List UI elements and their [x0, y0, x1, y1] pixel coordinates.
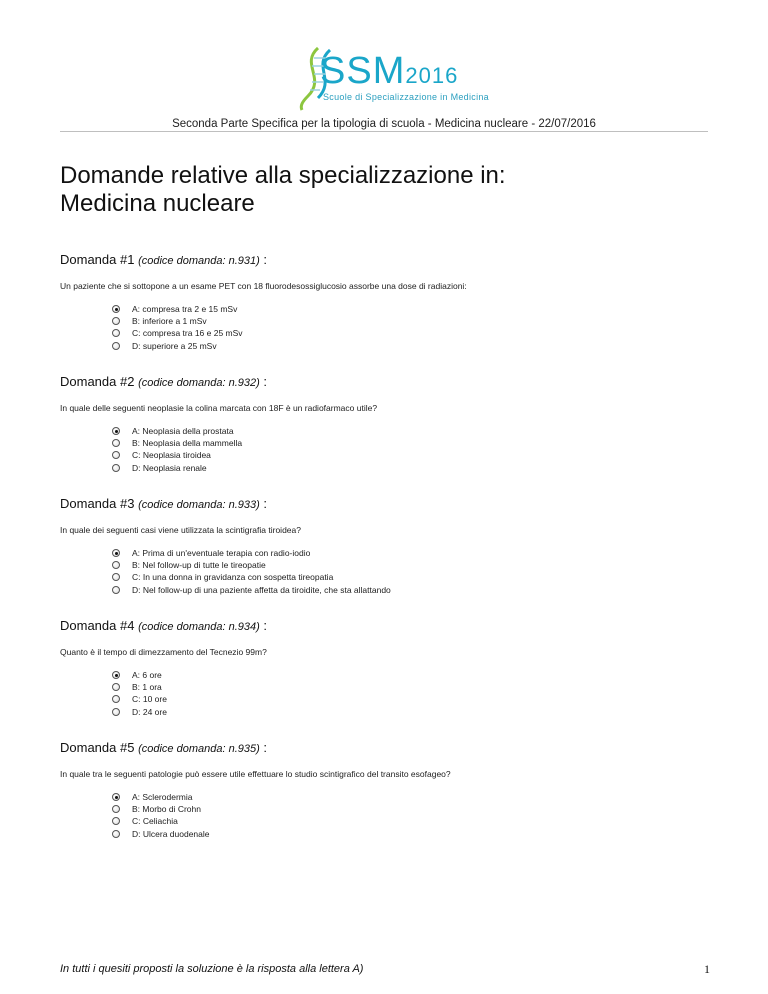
- radio-checked-icon[interactable]: [112, 793, 120, 801]
- option-b[interactable]: [112, 681, 710, 693]
- option-label: C: 10 ore: [132, 694, 167, 705]
- option-d[interactable]: [112, 584, 710, 596]
- answer-options: [112, 303, 710, 352]
- radio-icon[interactable]: [112, 451, 120, 459]
- radio-icon[interactable]: [112, 342, 120, 350]
- option-label: C: In una donna in gravidanza con sospetta tireopatia: [132, 572, 334, 583]
- option-a[interactable]: [112, 547, 710, 559]
- logo-year: 2016: [405, 63, 459, 88]
- question-heading: [60, 496, 710, 511]
- question-1: [60, 252, 710, 352]
- question-heading: [60, 740, 710, 755]
- radio-icon[interactable]: [112, 586, 120, 594]
- footer-note: In tutti i quesiti proposti la soluzione è la risposta alla lettera A): [60, 963, 364, 975]
- option-label: B: Morbo di Crohn: [132, 804, 201, 815]
- option-c[interactable]: [112, 449, 710, 461]
- option-label: D: 24 ore: [132, 706, 167, 717]
- option-a[interactable]: [112, 425, 710, 437]
- question-colon: :: [263, 496, 268, 511]
- question-colon: :: [263, 618, 268, 633]
- radio-icon[interactable]: [112, 683, 120, 691]
- question-heading: [60, 618, 710, 633]
- option-label: C: Celiachia: [132, 816, 178, 827]
- option-label: D: superiore a 25 mSv: [132, 340, 217, 351]
- question-4: [60, 618, 710, 718]
- question-code: (codice domanda: n.931): [138, 255, 260, 267]
- option-label: B: inferiore a 1 mSv: [132, 316, 207, 327]
- option-label: D: Ulcera duodenale: [132, 828, 210, 839]
- question-2: [60, 374, 710, 474]
- question-label: Domanda #1: [60, 252, 135, 267]
- option-d[interactable]: [112, 340, 710, 352]
- question-label: Domanda #2: [60, 374, 135, 389]
- question-text: In quale delle seguenti neoplasie la colina marcata con 18F è un radiofarmaco utile?: [60, 403, 378, 413]
- option-label: A: Sclerodermia: [132, 792, 193, 803]
- radio-checked-icon[interactable]: [112, 305, 120, 313]
- question-code: (codice domanda: n.932): [138, 377, 260, 389]
- option-a[interactable]: [112, 791, 710, 803]
- option-a[interactable]: [112, 669, 710, 681]
- option-b[interactable]: [112, 803, 710, 815]
- answer-options: [112, 669, 710, 718]
- option-b[interactable]: [112, 437, 710, 449]
- radio-icon[interactable]: [112, 329, 120, 337]
- option-d[interactable]: [112, 462, 710, 474]
- logo-subtitle: Scuole di Specializzazione in Medicina: [323, 92, 489, 102]
- radio-icon[interactable]: [112, 817, 120, 825]
- answer-options: [112, 425, 710, 474]
- question-code: (codice domanda: n.934): [138, 621, 260, 633]
- radio-icon[interactable]: [112, 464, 120, 472]
- option-label: C: compresa tra 16 e 25 mSv: [132, 328, 243, 339]
- option-label: B: 1 ora: [132, 682, 162, 693]
- radio-checked-icon[interactable]: [112, 671, 120, 679]
- option-d[interactable]: [112, 706, 710, 718]
- question-colon: :: [263, 740, 268, 755]
- question-colon: :: [263, 252, 268, 267]
- option-c[interactable]: [112, 571, 710, 583]
- option-label: D: Nel follow-up di una paziente affetta da tiroidite, che sta allattando: [132, 584, 391, 595]
- radio-icon[interactable]: [112, 830, 120, 838]
- option-label: D: Neoplasia renale: [132, 462, 207, 473]
- question-code: (codice domanda: n.933): [138, 499, 260, 511]
- option-label: C: Neoplasia tiroidea: [132, 450, 211, 461]
- option-label: A: compresa tra 2 e 15 mSv: [132, 304, 238, 315]
- question-colon: :: [263, 374, 268, 389]
- page-number: 1: [704, 962, 710, 976]
- header-divider: [60, 131, 708, 132]
- question-label: Domanda #5: [60, 740, 135, 755]
- radio-icon[interactable]: [112, 708, 120, 716]
- document-header: Seconda Parte Specifica per la tipologia di scuola - Medicina nucleare - 22/07/2016: [172, 118, 596, 130]
- radio-icon[interactable]: [112, 439, 120, 447]
- page-title-line2: Medicina nucleare: [60, 190, 255, 217]
- option-c[interactable]: [112, 327, 710, 339]
- option-a[interactable]: [112, 303, 710, 315]
- option-label: A: Prima di un'eventuale terapia con radio-iodio: [132, 548, 311, 559]
- option-label: B: Neoplasia della mammella: [132, 438, 243, 449]
- logo-brand-name: SSM: [320, 50, 406, 92]
- question-label: Domanda #4: [60, 618, 135, 633]
- question-code: (codice domanda: n.935): [138, 743, 260, 755]
- option-c[interactable]: [112, 815, 710, 827]
- question-text: In quale tra le seguenti patologie può essere utile effettuare lo studio scintigrafico del transito esofageo?: [60, 769, 451, 779]
- option-d[interactable]: [112, 828, 710, 840]
- question-text: Un paziente che si sottopone a un esame PET con 18 fluorodesossiglucosio assorbe una dose di radiazioni:: [60, 281, 467, 291]
- question-3: [60, 496, 710, 596]
- question-heading: [60, 374, 710, 389]
- radio-icon[interactable]: [112, 561, 120, 569]
- question-heading: [60, 252, 710, 267]
- radio-checked-icon[interactable]: [112, 549, 120, 557]
- option-c[interactable]: [112, 693, 710, 705]
- option-b[interactable]: [112, 559, 710, 571]
- radio-icon[interactable]: [112, 805, 120, 813]
- question-text: Quanto è il tempo di dimezzamento del Tecnezio 99m?: [60, 647, 267, 657]
- radio-icon[interactable]: [112, 317, 120, 325]
- option-label: B: Nel follow-up di tutte le tireopatie: [132, 560, 266, 571]
- radio-checked-icon[interactable]: [112, 427, 120, 435]
- radio-icon[interactable]: [112, 573, 120, 581]
- radio-icon[interactable]: [112, 695, 120, 703]
- option-b[interactable]: [112, 315, 710, 327]
- answer-options: [112, 791, 710, 840]
- question-label: Domanda #3: [60, 496, 135, 511]
- logo-brand: [320, 52, 458, 90]
- answer-options: [112, 547, 710, 596]
- question-text: In quale dei seguenti casi viene utilizzata la scintigrafia tiroidea?: [60, 525, 301, 535]
- option-label: A: Neoplasia della prostata: [132, 426, 234, 437]
- page-title-line1: Domande relative alla specializzazione in:: [60, 162, 506, 189]
- page-title: [60, 162, 506, 218]
- option-label: A: 6 ore: [132, 670, 162, 681]
- question-5: [60, 740, 710, 840]
